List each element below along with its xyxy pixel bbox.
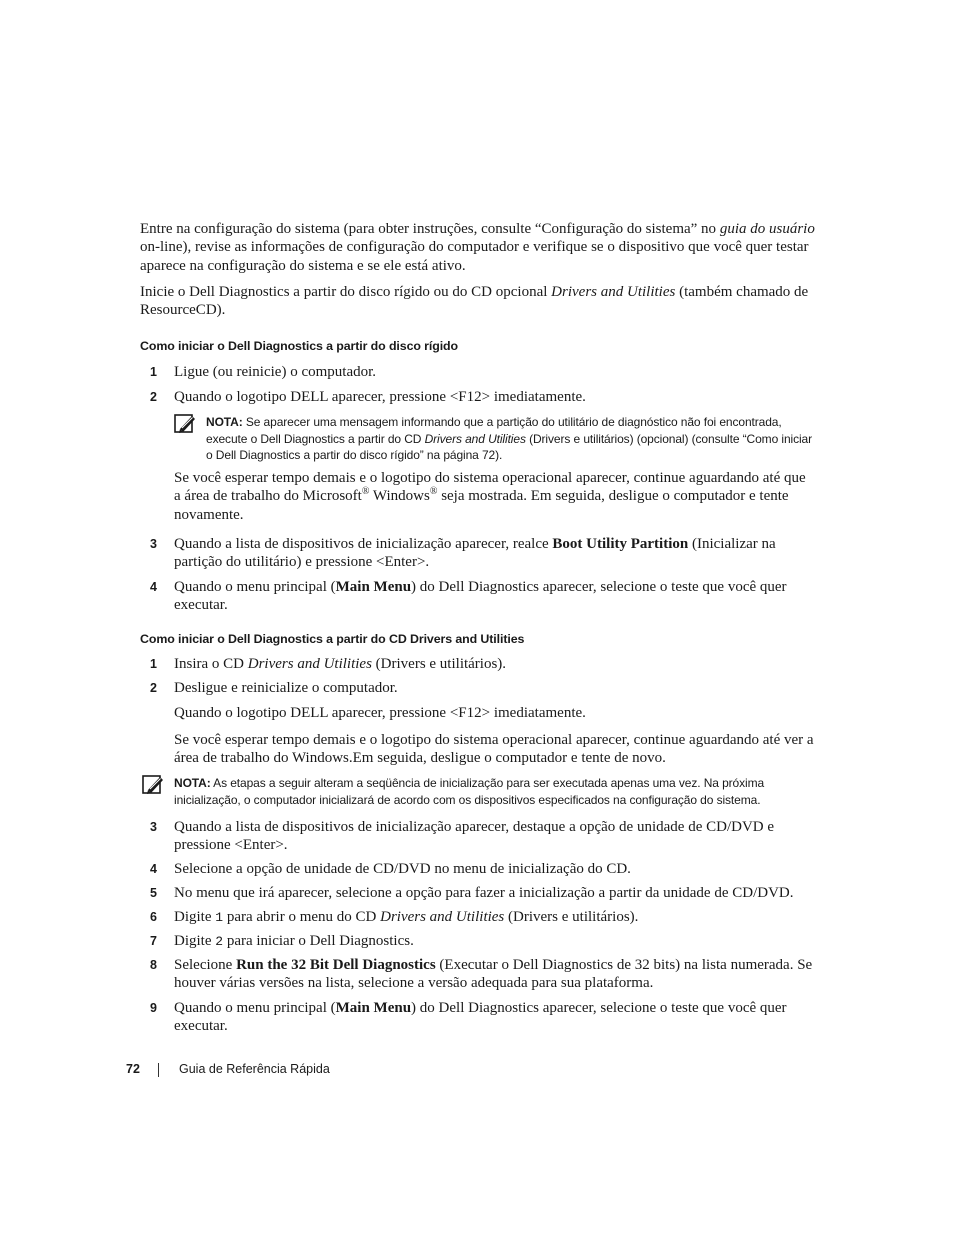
step-text-a: Quando a lista de dispositivos de inicialização aparecer, realce (174, 536, 553, 552)
step-text-b: (Inicializar na partição do utilitário) e pressione <Enter>. (174, 536, 776, 571)
intro-paragraph-1 (140, 220, 816, 275)
step-text-b: para abrir o menu do CD (223, 909, 381, 925)
step-text (174, 655, 816, 673)
intro-p2-text: Inicie o Dell Diagnostics a partir do disco rígido ou do CD opcional (140, 284, 552, 300)
step-text-b: (Drivers e utilitários). (371, 656, 507, 672)
step-number: 3 (150, 820, 157, 834)
intro-p1-italic: guia do usuário (719, 221, 815, 237)
step-text-a: Selecione (174, 957, 237, 973)
step-text (174, 578, 816, 615)
wait-paragraph-2: Se você esperar tempo demais e o logotipo do sistema operacional aparecer, continue aguardando até ver a área de trabalho do Windows.Em seguida, desligue o computador e tente de novo. (174, 732, 814, 767)
step-text-b: (Executar o Dell Diagnostics de 32 bits) na lista numerada. Se houver várias versões na lista, selecione a versão adequada para sua plataforma. (174, 957, 813, 992)
note-text-body: As etapas a seguir alteram a seqüência de inicialização para ser executada apenas uma vez. Na próxima inicialização, o computador inicializará de acordo com os dispositivos especificados na configuração do sistema. (174, 776, 765, 807)
step-number: 4 (150, 862, 157, 876)
step-text-b: ) do Dell Diagnostics aparecer, selecione o teste que você quer executar. (174, 1000, 787, 1035)
step-number: 7 (150, 934, 157, 948)
footer-title: Guia de Referência Rápida (179, 1062, 330, 1076)
step-text-a: Quando o menu principal ( (174, 579, 336, 595)
step-code: 2 (215, 934, 224, 949)
page-number: 72 (126, 1062, 140, 1076)
step-number: 1 (150, 365, 157, 379)
step-number: 5 (150, 886, 157, 900)
registered-mark: ® (429, 486, 438, 498)
note-text-italic: Drivers and Utilities (424, 431, 526, 446)
step-bold: Boot Utility Partition (552, 536, 689, 552)
step-text-b: ) do Dell Diagnostics aparecer, selecione o teste que você quer executar. (174, 579, 787, 614)
note-box-cd (142, 775, 816, 811)
note-label: NOTA: (174, 776, 211, 790)
note-text (206, 414, 816, 464)
wait-paragraph-1 (174, 469, 816, 524)
step-text-b: para iniciar o Dell Diagnostics. (223, 933, 414, 949)
step-text (174, 956, 816, 993)
intro-p2-text-end: (também chamado de ResourceCD). (140, 284, 809, 319)
registered-mark: ® (361, 486, 370, 498)
intro-p1-text-end: on-line), revise as informações de configuração do computador e verifique se o dispositivo que você quer testar aparece na configuração do sistema e se ele está ativo. (140, 239, 809, 274)
step-text-a: Digite (174, 933, 216, 949)
note-text-b: (Drivers e utilitários) (opcional) (consulte “Como iniciar o Dell Diagnostics a partir do disco rígido” na página 72). (206, 431, 813, 462)
step-text: No menu que irá aparecer, selecione a opção para fazer a inicialização a partir da unidade de CD/DVD. (174, 885, 794, 901)
logo-paragraph: Quando o logotipo DELL aparecer, pressione <F12> imediatamente. (174, 705, 586, 721)
note-text-a: Se aparecer uma mensagem informando que a partição do utilitário de diagnóstico não foi encontrada, execute o Dell Diagnostics a partir do CD (206, 415, 782, 446)
step-text (174, 908, 816, 927)
step-bold: Main Menu (335, 1000, 412, 1016)
step-bold: Main Menu (335, 579, 412, 595)
note-text (174, 775, 820, 808)
step-text-a: Digite (174, 909, 216, 925)
step-number: 9 (150, 1001, 157, 1015)
step-number: 4 (150, 580, 157, 594)
step-code: 1 (215, 910, 224, 925)
note-label: NOTA: (206, 415, 243, 429)
step-italic: Drivers and Utilities (247, 656, 372, 672)
section-heading-cd: Como iniciar o Dell Diagnostics a partir do CD Drivers and Utilities (140, 632, 525, 646)
step-text: Selecione a opção de unidade de CD/DVD no menu de inicialização do CD. (174, 861, 631, 877)
step-text-a: Insira o CD (174, 656, 248, 672)
note-pencil-icon (174, 414, 196, 434)
step-text (174, 932, 816, 951)
step-text-c: (Drivers e utilitários). (504, 909, 639, 925)
note-box-hard-drive (174, 414, 816, 466)
step-text-a: Quando o menu principal ( (174, 1000, 336, 1016)
intro-p2-italic: Drivers and Utilities (551, 284, 676, 300)
wait-text-a: Se você esperar tempo demais e o logotipo do sistema operacional aparecer, continue aguardando até que a área de trabalho do Microsoft (174, 470, 806, 505)
wait-text-b: Windows (369, 488, 430, 505)
step-number: 2 (150, 390, 157, 404)
footer-divider (158, 1063, 159, 1077)
step-number: 8 (150, 958, 157, 972)
step-text (174, 999, 816, 1036)
step-number: 2 (150, 681, 157, 695)
note-pencil-icon (142, 775, 164, 795)
step-text: Ligue (ou reinicie) o computador. (174, 364, 377, 380)
intro-p1-text: Entre na configuração do sistema (para obter instruções, consulte “Configuração do sistema” no (140, 221, 720, 237)
section-heading-hard-drive: Como iniciar o Dell Diagnostics a partir do disco rígido (140, 339, 458, 353)
step-text: Quando a lista de dispositivos de inicialização aparecer, destaque a opção de unidade de CD/DVD e pressione <Enter>. (174, 819, 775, 854)
step-text: Desligue e reinicialize o computador. (174, 680, 398, 696)
step-bold: Run the 32 Bit Dell Diagnostics (236, 957, 436, 973)
step-number: 1 (150, 657, 157, 671)
step-text (174, 535, 816, 572)
step-number: 3 (150, 537, 157, 551)
step-number: 6 (150, 910, 157, 924)
step-italic: Drivers and Utilities (380, 909, 505, 925)
step-text: Quando o logotipo DELL aparecer, pressione <F12> imediatamente. (174, 389, 586, 405)
intro-paragraph-2 (140, 283, 816, 320)
wait-text-c: seja mostrada. Em seguida, desligue o computador e tente novamente. (174, 488, 789, 523)
